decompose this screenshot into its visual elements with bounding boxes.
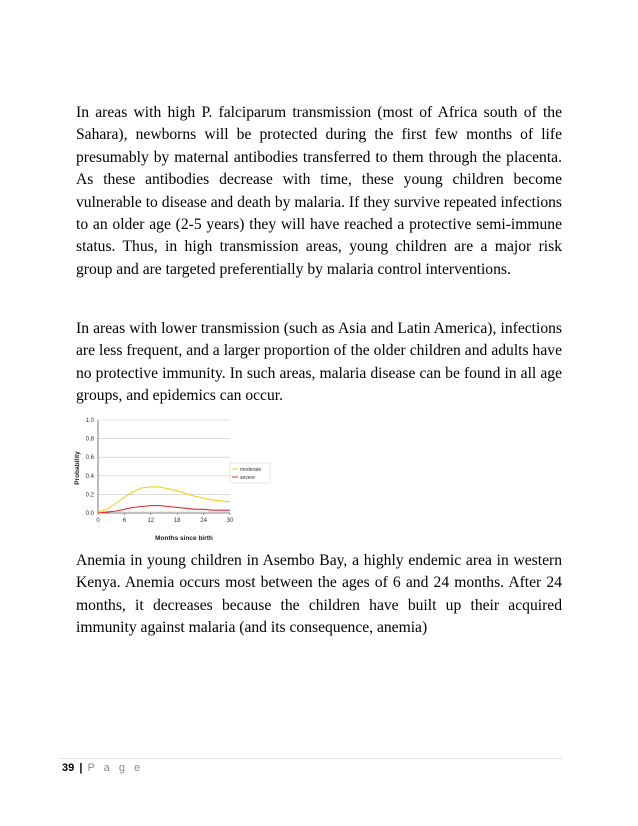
legend-label-moderate: moderate xyxy=(240,467,262,473)
x-tick-label: 0 xyxy=(96,518,100,524)
chart-legend xyxy=(230,463,270,483)
legend-label-severe: severe xyxy=(240,475,256,481)
x-tick-label: 24 xyxy=(200,518,207,524)
chart-grid xyxy=(98,420,230,511)
chart-series xyxy=(98,487,230,513)
paragraph-anemia-caption: Anemia in young children in Asembo Bay, a highly endemic area in western Kenya. Anemia occurs most between the ages of 6 and 24 months. After 24 months, it decreases because the children have built up their acquired immunity against malaria (and its consequence, anemia) xyxy=(76,552,562,637)
x-tick-label: 12 xyxy=(147,518,155,524)
anemia-probability-chart xyxy=(68,408,262,543)
y-tick-label: 0.8 xyxy=(85,436,94,443)
x-tick-label: 18 xyxy=(173,518,181,524)
x-tick-label: 6 xyxy=(122,518,127,524)
page-number: 39 xyxy=(62,762,75,774)
y-axis-label: Probability xyxy=(74,451,81,485)
y-tick-label: 1.0 xyxy=(85,418,94,424)
series-line-moderate xyxy=(98,487,230,512)
y-tick-labels xyxy=(86,418,95,517)
series-line-severe xyxy=(98,506,230,513)
x-axis-label: Months since birth xyxy=(155,535,213,542)
footer-divider xyxy=(60,758,562,759)
y-tick-label: 0.0 xyxy=(85,511,94,517)
y-tick-label: 0.6 xyxy=(85,455,94,462)
x-tick-labels xyxy=(96,513,234,524)
paragraph-high-transmission: In areas with high P. falciparum transmission (most of Africa south of the Sahara), newborns will be protected during the first few months of life presumably by maternal antibodies transferred to them through the placenta. As these antibodies decrease with time, these young children become vulnerable to disease and death by malaria. If they survive repeated infections to an older age (2-5 years) they will have reached a protective semi-immune status. Thus, in high transmission areas, young children are a major risk group and are targeted preferentially by malaria control interventions. xyxy=(76,104,562,278)
x-tick-label: 30 xyxy=(226,518,234,524)
paragraph-low-transmission: In areas with lower transmission (such as Asia and Latin America), infections are less frequent, and a larger proportion of the older children and adults have no protective immunity. In such areas, malaria disease can be found in all age groups, and epidemics can occur. xyxy=(76,320,562,405)
footer-separator: | xyxy=(79,762,83,774)
chart-svg xyxy=(68,408,262,543)
y-tick-label: 0.4 xyxy=(85,473,94,480)
page-footer xyxy=(62,762,143,774)
page-label: P a g e xyxy=(87,762,144,774)
y-tick-label: 0.2 xyxy=(85,492,94,499)
